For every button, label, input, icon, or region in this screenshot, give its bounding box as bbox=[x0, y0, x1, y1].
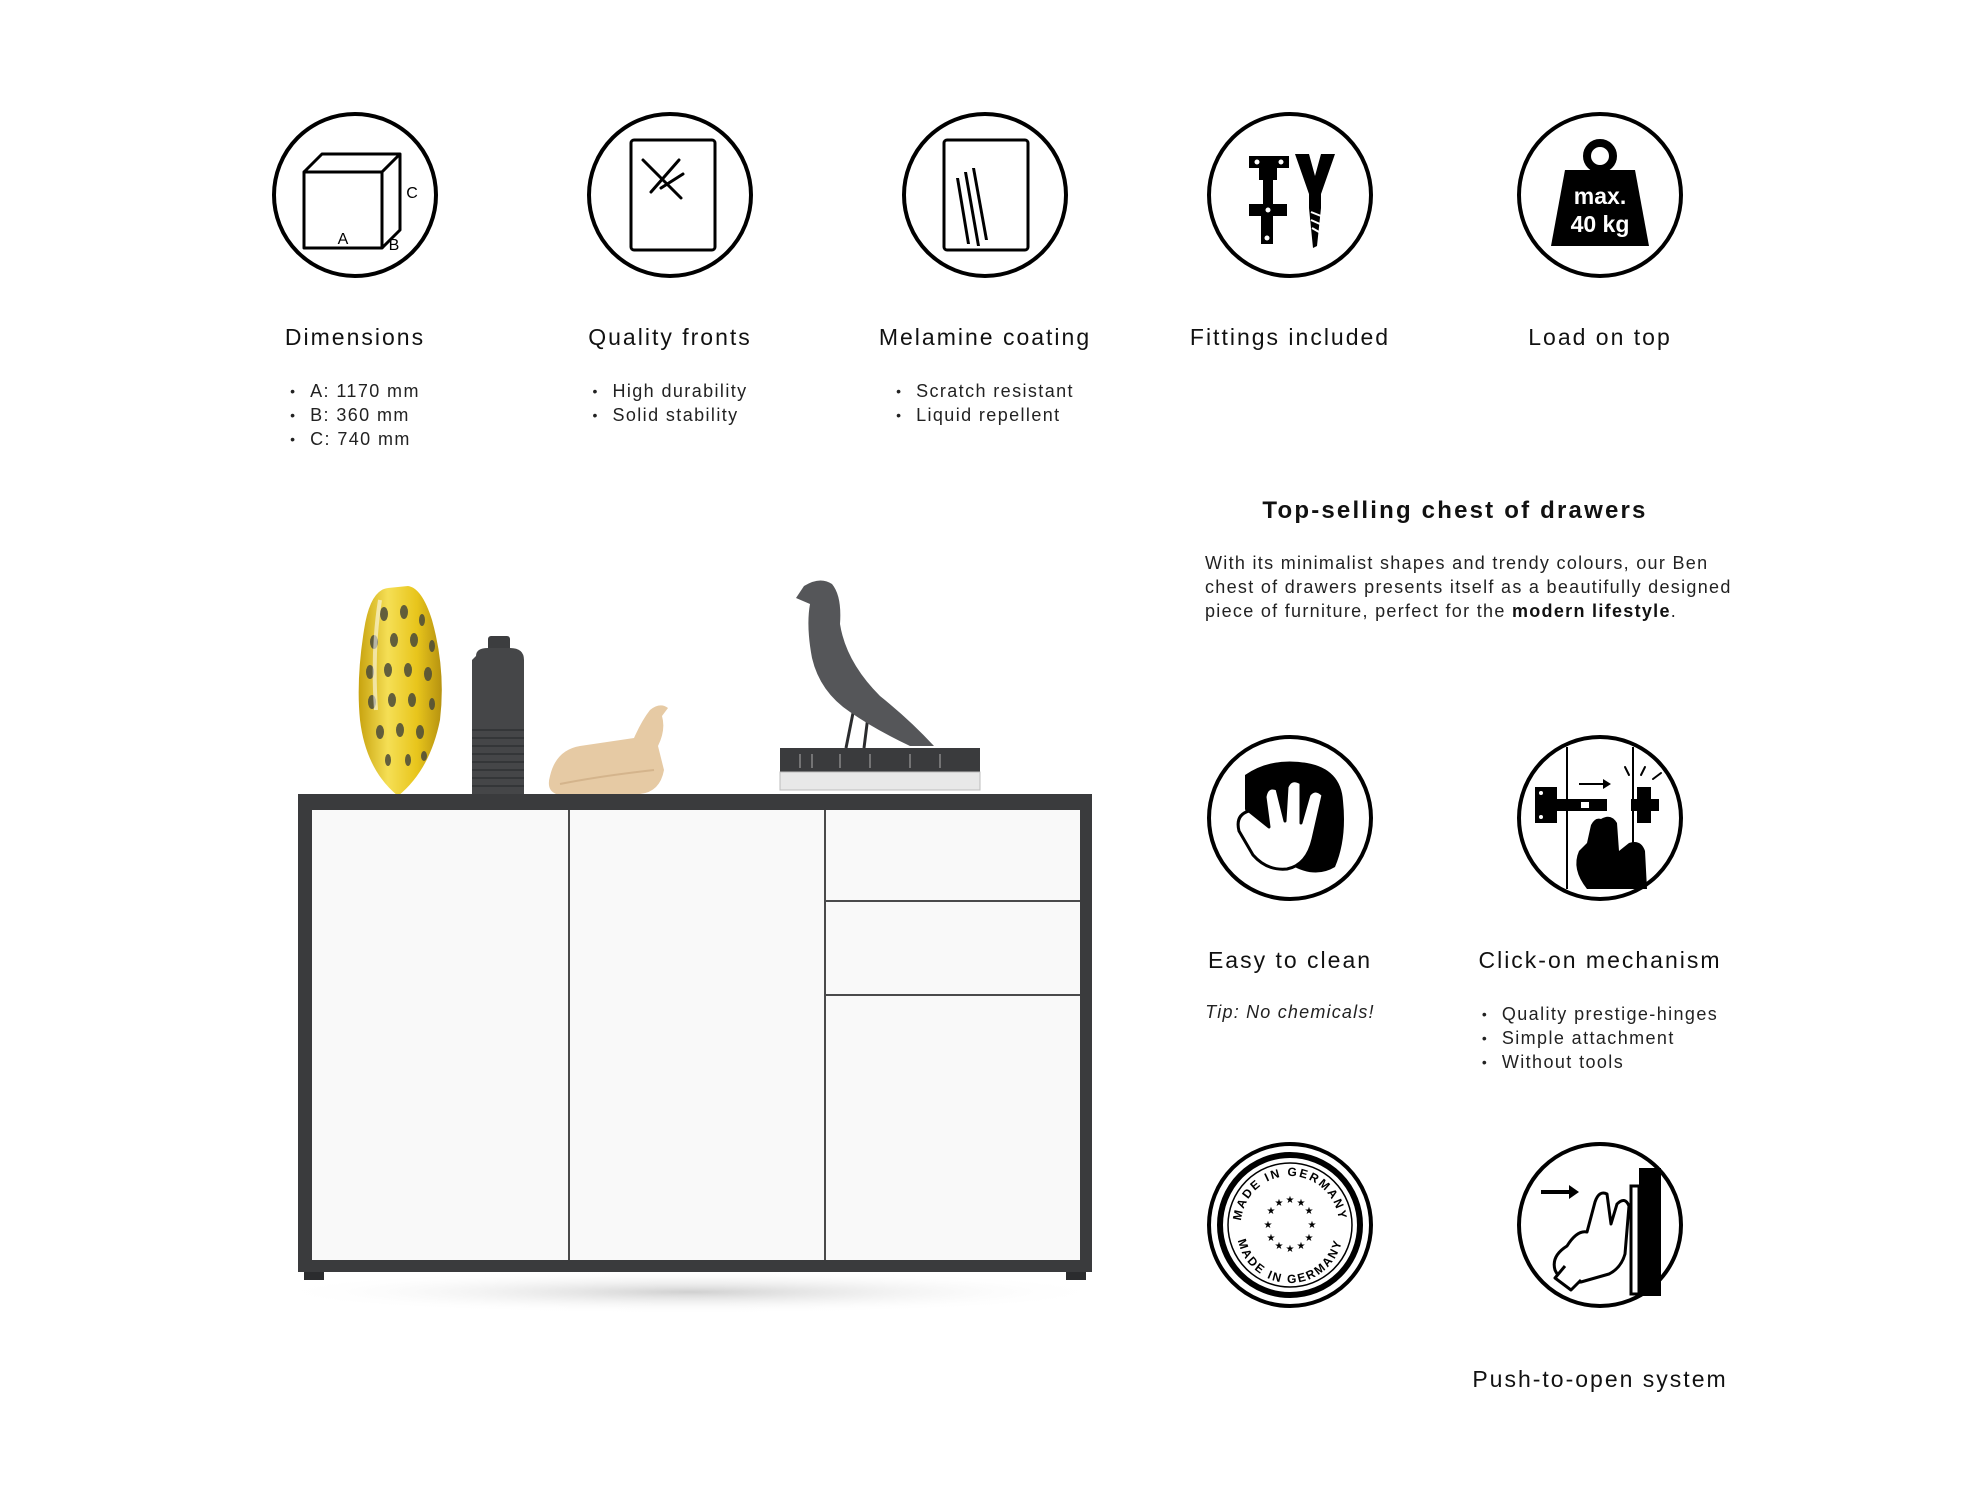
sideboard-image bbox=[280, 570, 1110, 1330]
cleaning-hand-icon bbox=[1207, 735, 1373, 901]
feature-title-quality-fronts: Quality fronts bbox=[588, 324, 752, 350]
feature-title-fittings-included: Fittings included bbox=[1189, 324, 1391, 350]
feature-title-load-on-top: Load on top bbox=[1528, 324, 1672, 350]
weight-icon bbox=[1517, 112, 1683, 278]
click-on-mechanism-list bbox=[1482, 1002, 1718, 1074]
yellow-vase bbox=[359, 586, 442, 796]
seal-text-top: MADE IN GERMANY bbox=[1230, 1164, 1350, 1222]
list-item: • Scratch resistant bbox=[896, 379, 1074, 403]
svg-text:★: ★ bbox=[1263, 1220, 1273, 1231]
list-item: • High durability bbox=[592, 379, 747, 403]
promo-title: Top-selling chest of drawers bbox=[1262, 497, 1648, 524]
svg-text:★: ★ bbox=[1304, 1233, 1314, 1244]
promo-end: . bbox=[1670, 601, 1678, 621]
list-item: • Simple attachment bbox=[1482, 1026, 1718, 1050]
feature-push-to-open bbox=[1450, 1142, 1750, 1393]
hinge-click-icon bbox=[1517, 735, 1683, 901]
feature-title-push-to-open: Push-to-open system bbox=[1472, 1366, 1728, 1392]
hinge-screw-icon bbox=[1207, 112, 1373, 278]
svg-text:★: ★ bbox=[1304, 1206, 1314, 1217]
seal-text-bottom: MADE IN GERMANY bbox=[1234, 1237, 1346, 1287]
svg-text:★: ★ bbox=[1285, 1195, 1295, 1206]
tip-text: Tip: No chemicals! bbox=[1205, 1002, 1375, 1022]
svg-text:★: ★ bbox=[1266, 1233, 1276, 1244]
book-stack bbox=[780, 748, 980, 790]
promo-section bbox=[1205, 497, 1745, 623]
quality-fronts-list bbox=[592, 379, 747, 427]
list-item: • Without tools bbox=[1482, 1050, 1718, 1074]
list-item: • Solid stability bbox=[592, 403, 747, 427]
feature-made-in-germany bbox=[1140, 1142, 1440, 1308]
svg-text:★: ★ bbox=[1307, 1220, 1317, 1231]
cube-label-a: A bbox=[337, 231, 349, 248]
list-item: • B: 360 mm bbox=[290, 403, 420, 427]
push-door-icon bbox=[1517, 1142, 1683, 1308]
feature-click-on-mechanism bbox=[1450, 735, 1750, 1074]
feature-title-dimensions: Dimensions bbox=[284, 324, 426, 350]
feature-dimensions bbox=[205, 112, 505, 451]
melamine-coating-list bbox=[896, 379, 1074, 427]
cube-label-c: C bbox=[406, 185, 418, 202]
promo-text bbox=[1205, 551, 1745, 623]
promo-body: With its minimalist shapes and trendy colours, our Ben chest of drawers presents itself as a beautifully designed piece of furniture, perfect for the bbox=[1205, 553, 1732, 621]
weight-value-label: 40 kg bbox=[1570, 211, 1630, 237]
scratched-panel-icon bbox=[902, 112, 1068, 278]
svg-text:★: ★ bbox=[1274, 1198, 1284, 1209]
svg-text:★: ★ bbox=[1266, 1206, 1276, 1217]
svg-text:★: ★ bbox=[1274, 1241, 1284, 1252]
dimensions-list bbox=[290, 379, 420, 451]
promo-highlight: modern lifestyle bbox=[1511, 601, 1671, 621]
list-item: • A: 1170 mm bbox=[290, 379, 420, 403]
svg-text:★: ★ bbox=[1285, 1244, 1295, 1255]
svg-text:MADE IN GERMANY bbox=[1230, 1165, 1350, 1222]
cube-dimensions-icon bbox=[272, 112, 438, 278]
feature-title-easy-to-clean: Easy to clean bbox=[1207, 947, 1373, 973]
list-item: • Quality prestige-hinges bbox=[1482, 1002, 1718, 1026]
dark-bottle bbox=[472, 636, 524, 796]
feature-fittings-included bbox=[1140, 112, 1440, 351]
sideboard-body bbox=[298, 800, 1092, 1280]
feature-melamine-coating bbox=[835, 112, 1135, 427]
feature-title-click-on-mechanism: Click-on mechanism bbox=[1478, 947, 1722, 973]
feature-easy-to-clean bbox=[1140, 735, 1440, 1023]
cube-label-b: B bbox=[388, 237, 400, 254]
list-item: • C: 740 mm bbox=[290, 427, 420, 451]
made-in-germany-seal-icon bbox=[1207, 1142, 1373, 1308]
svg-text:★: ★ bbox=[1296, 1241, 1306, 1252]
front-panel-icon bbox=[587, 112, 753, 278]
black-bird bbox=[796, 580, 934, 748]
weight-max-label: max. bbox=[1573, 183, 1627, 209]
feature-load-on-top bbox=[1450, 112, 1750, 351]
wooden-bird bbox=[549, 705, 668, 794]
feature-title-melamine-coating: Melamine coating bbox=[878, 324, 1092, 350]
feature-quality-fronts bbox=[520, 112, 820, 427]
svg-text:★: ★ bbox=[1296, 1198, 1306, 1209]
list-item: • Liquid repellent bbox=[896, 403, 1074, 427]
